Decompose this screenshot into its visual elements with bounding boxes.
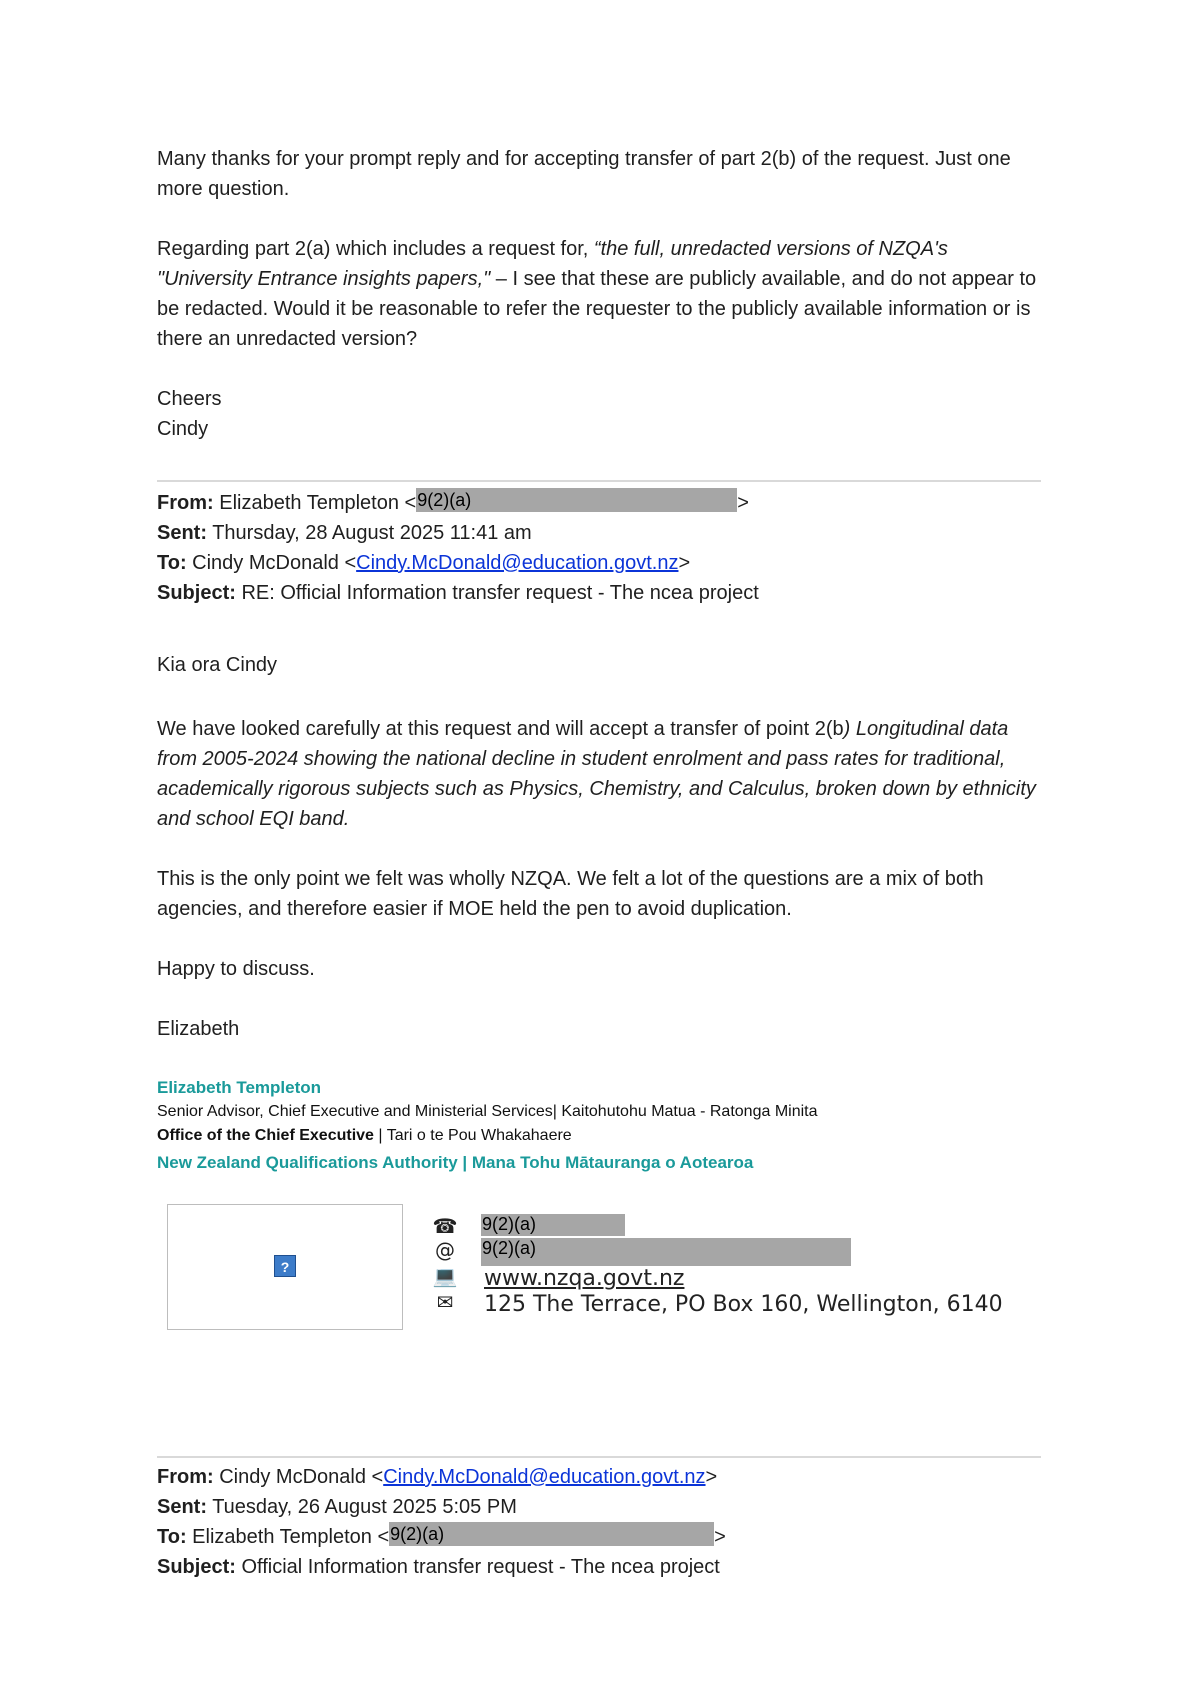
header-from: From: Elizabeth Templeton <9(2)(a) > [157,490,749,514]
reply-paragraph-1: Many thanks for your prompt reply and for accepting transfer of part 2(b) of the request. Just one more question. [157,148,1011,200]
header-to: To: Cindy McDonald <Cindy.McDonald@education.govt.nz> [157,552,691,574]
divider [157,1456,1041,1458]
signature-title: Senior Advisor, Chief Executive and Ministerial Services| Kaitohutohu Matua - Ratonga Minita [157,1103,818,1120]
signature-office: Office of the Chief Executive | Tari o te Pou Whakahaere [157,1127,572,1144]
signature-organisation: New Zealand Qualifications Authority | Mana Tohu Mātauranga o Aotearoa [157,1153,754,1172]
message-paragraph-2: This is the only point we felt was wholly NZQA. We felt a lot of the questions are a mix of both agencies, and therefore easier if MOE held the pen to avoid duplication. [157,868,984,920]
email-redaction: 9(2)(a) [482,1238,537,1258]
header-sent: Sent: Thursday, 28 August 2025 11:41 am [157,522,532,544]
reply-closing: Cheers [157,388,222,410]
missing-image-icon: ? [274,1255,296,1277]
message-paragraph-1: We have looked carefully at this request and will accept a transfer of point 2(b) Longitudinal data from 2005-2024 showing the national decline in student enrolment and pass rates for traditional, academically rigorous subjects such as Physics, Chemistry, and Calculus, broken down by ethnicity and school EQI band. [157,718,1036,830]
postal-address: 125 The Terrace, PO Box 160, Wellington, 6140 [484,1292,1003,1317]
signature-image-placeholder [167,1204,403,1330]
quoted-request: “the full, unredacted versions of NZQA's "University Entrance insights papers," [157,238,948,290]
header-subject: Subject: Official Information transfer request - The ncea project [157,1556,720,1578]
signature-name: Elizabeth Templeton [157,1078,322,1097]
redaction-box: 9(2)(a) [389,1522,714,1546]
website-link[interactable]: www.nzqa.govt.nz [484,1266,685,1291]
at-icon: @ [435,1238,455,1262]
message-paragraph-3: Happy to discuss. [157,958,315,980]
computer-icon: 💻 [432,1264,458,1288]
message-body [157,650,1047,1044]
header-from: From: Cindy McDonald <Cindy.McDonald@education.govt.nz> [157,1466,718,1488]
reply-body [157,144,1037,444]
envelope-icon: ✉ [436,1290,454,1314]
phone-redaction: 9(2)(a) [482,1214,537,1234]
redaction-box: 9(2)(a) [416,488,737,512]
quoted-point: ) Longitudinal data from 2005-2024 showing the national decline in student enrolment and pass rates for traditional, academically rigorous subjects such as Physics, Chemistry, and Calculus, broken down by ethnicity and school EQI band. [157,718,1036,830]
message-signoff: Elizabeth [157,1018,240,1040]
email-link[interactable]: Cindy.McDonald@education.govt.nz [356,552,679,574]
email-link[interactable]: Cindy.McDonald@education.govt.nz [383,1466,706,1488]
divider [157,480,1041,482]
header-subject: Subject: RE: Official Information transfer request - The ncea project [157,582,759,604]
reply-signoff: Cindy [157,418,209,440]
header-to: To: Elizabeth Templeton <9(2)(a) > [157,1524,726,1548]
redaction-box [481,1238,851,1266]
message-greeting: Kia ora Cindy [157,654,278,676]
phone-icon: ☎ [432,1214,458,1238]
reply-paragraph-2: Regarding part 2(a) which includes a request for, “the full, unredacted versions of NZQA's "University Entrance insights papers," – I see that these are publicly available, and do not appear to be redacted. Would it be reasonable to refer the requester to the publicly available information or is there an unredacted version? [157,238,1037,350]
header-sent: Sent: Tuesday, 26 August 2025 5:05 PM [157,1496,517,1518]
